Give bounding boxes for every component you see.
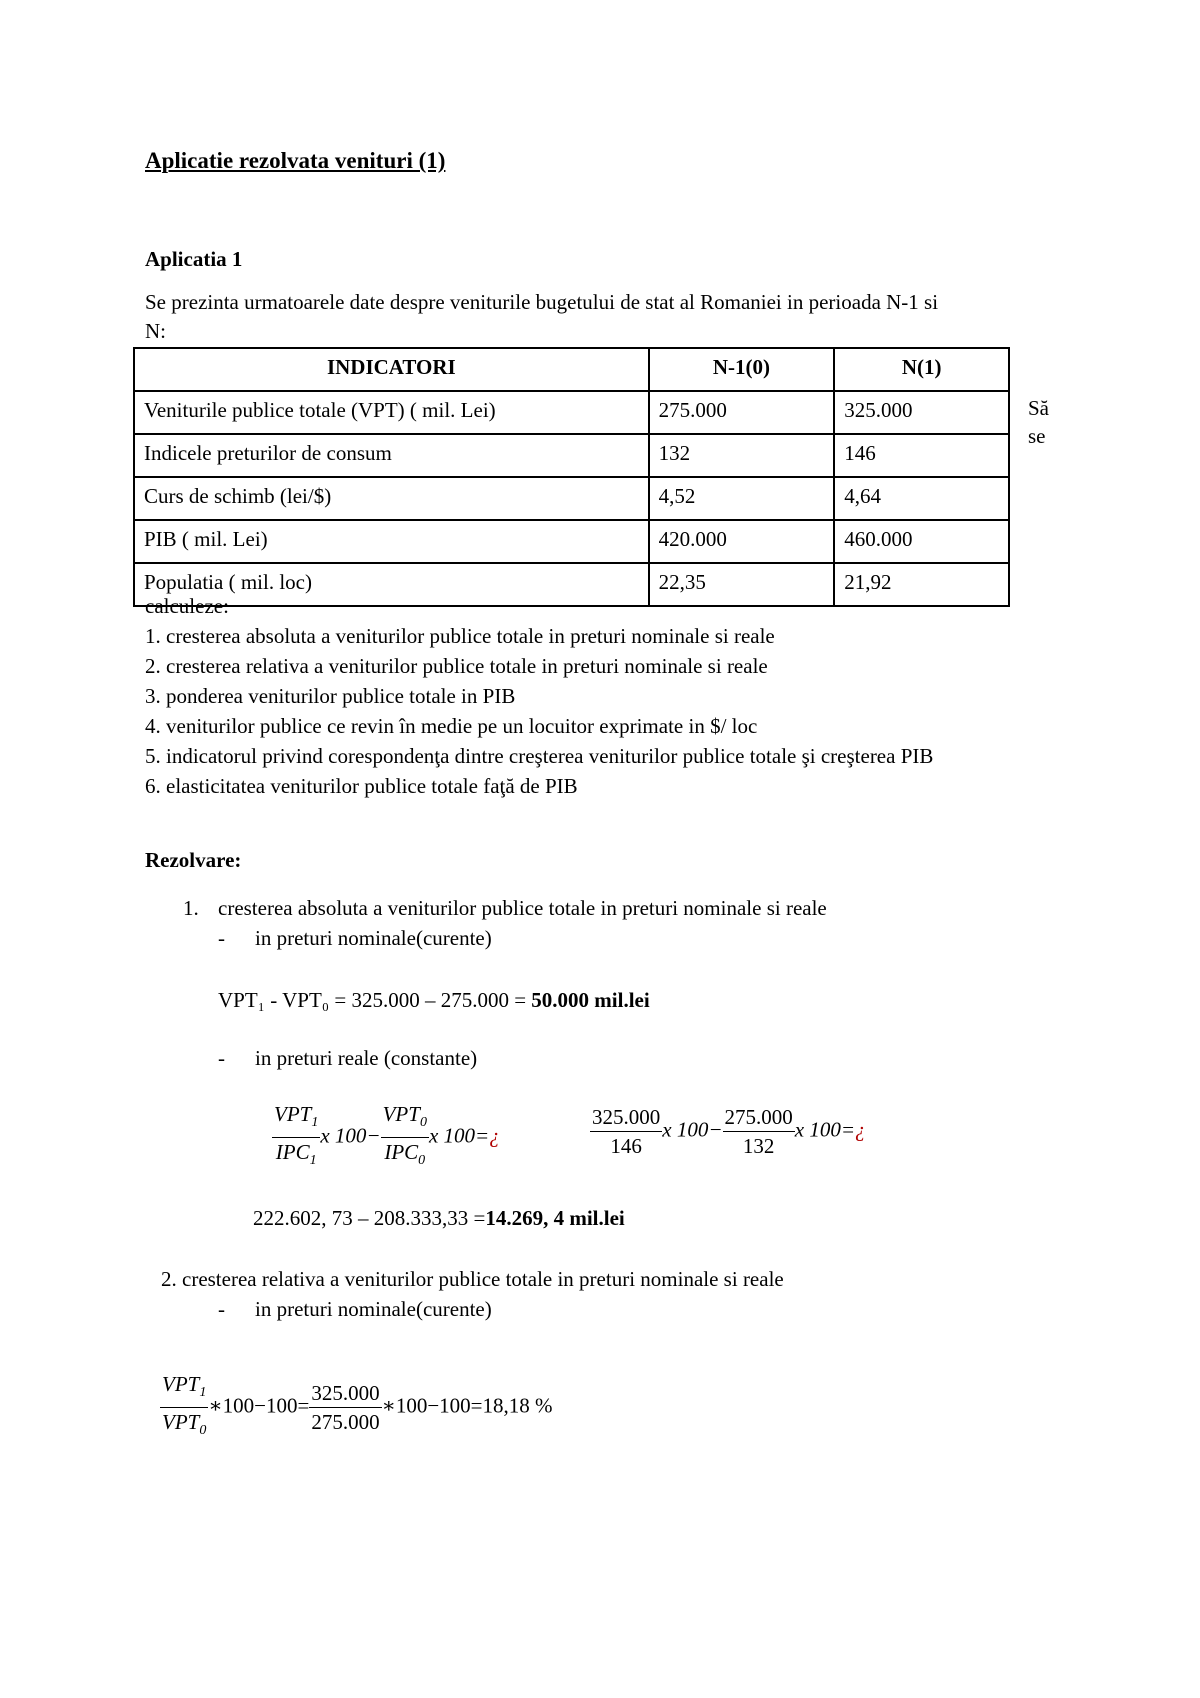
equation-lhs: VPT₁ - VPT₀ = 325.000 – 275.000 = [218,988,532,1012]
fraction-numerator: VPT [274,1102,312,1126]
bullet-dash: - [218,1297,225,1321]
table-cell: Curs de schimb (lei/$) [134,477,649,520]
subscript: 1 [311,1115,319,1131]
table-row [134,563,1009,606]
solution-2-title: 2. cresterea relativa a veniturilor publice totale in preturi nominale si reale [161,1267,784,1291]
fraction-denominator: 146 [610,1134,642,1158]
side-text-se: se [1028,424,1046,448]
fraction-numerator: 325.000 [590,1103,662,1132]
equation-result: 14.269, 4 mil.lei [485,1206,625,1230]
operator-text: x 100= [794,1117,855,1142]
subscript: 0 [419,1115,427,1131]
table-cell: 4,52 [649,477,835,520]
operator-text: x 100− [320,1123,381,1148]
table-cell: 420.000 [649,520,835,563]
solution-1-real-result [253,1206,625,1231]
subscript: 1 [199,1385,207,1401]
table-cell: 132 [649,434,835,477]
fraction-numerator: 325.000 [309,1379,381,1408]
bullet-dash: - [218,1046,225,1070]
table-cell: 460.000 [834,520,1009,563]
task-item: 6. elasticitatea veniturilor publice totale faţă de PIB [145,774,578,798]
task-item: 1. cresterea absoluta a veniturilor publice totale in preturi nominale si reale [145,624,775,648]
table-cell: Indicele preturilor de consum [134,434,649,477]
intro-line-1: Se prezinta urmatoarele date despre veniturile bugetului de stat al Romaniei in perioada N-1 si [145,290,939,314]
operator-text: x 100= [428,1123,490,1148]
table-cell: 4,64 [834,477,1009,520]
table-header-cell: INDICATORI [134,348,649,391]
section-heading-aplicatia-1: Aplicatia 1 [145,247,243,271]
table-row [134,520,1009,563]
fraction-325000-275000 [309,1379,381,1436]
fraction-numerator: VPT [162,1372,200,1396]
table-cell: 325.000 [834,391,1009,434]
task-item: 4. veniturilor publice ce revin în medie pe un locuitor exprimate in $/ loc [145,714,758,738]
solution-1-real-label: in preturi reale (constante) [255,1046,478,1070]
fraction-vpt1-ipc1 [272,1100,320,1175]
real-formula-numeric [590,1103,866,1160]
solution-2-nominal-label: in preturi nominale(curente) [255,1297,492,1321]
fraction-denominator: 132 [742,1134,775,1158]
fraction-325000-146 [590,1103,662,1160]
table-cell: 146 [834,434,1009,477]
task-item: 5. indicatorul privind corespondenţa dintre creşterea veniturilor publice totale şi creşterea PIB [145,744,934,768]
subscript: 1 [309,1153,317,1169]
task-item: 2. cresterea relativa a veniturilor publice totale in preturi nominale si reale [145,654,768,678]
page-title: Aplicatie rezolvata venituri (1) [145,148,446,173]
operator-text: x 100− [662,1117,723,1142]
task-item: 3. ponderea veniturilor publice totale in PIB [145,684,516,708]
subscript: 0 [199,1423,207,1439]
solution-1-title: cresterea absoluta a veniturilor publice totale in preturi nominale si reale [218,896,827,920]
table-cell: Populatia ( mil. loc) [134,563,649,606]
table-cell: 21,92 [834,563,1009,606]
indicators-table [133,347,1010,607]
fraction-denominator: IPC [384,1140,419,1165]
fraction-denominator: VPT [162,1410,200,1435]
table-header-cell: N-1(0) [649,348,835,391]
fraction-numerator: 275.000 [723,1103,795,1132]
inverted-question-mark: ¿ [489,1123,500,1148]
fraction-vpt0-ipc0 [381,1100,429,1175]
table-row [134,434,1009,477]
side-text-sa: Să [1028,396,1049,420]
bullet-dash: - [218,926,225,950]
solution-1-nominal-equation [218,988,650,1013]
inverted-question-mark: ¿ [855,1117,866,1142]
table-header-row [134,348,1009,391]
real-formula-symbolic [272,1100,500,1175]
table-row [134,391,1009,434]
table-cell: 22,35 [649,563,835,606]
subscript: 0 [418,1153,426,1169]
fraction-vpt1-vpt0 [160,1370,208,1445]
relative-growth-formula [160,1370,553,1445]
solution-1-number: 1. [183,896,199,920]
fraction-denominator: 275.000 [311,1410,380,1435]
solution-heading: Rezolvare: [145,848,242,872]
table-cell: 275.000 [649,391,835,434]
calculeze-text: calculeze: [145,594,229,618]
fraction-numerator: VPT [382,1102,420,1126]
equation-result: 50.000 mil.lei [531,988,650,1012]
table-row [134,477,1009,520]
equation-lhs: 222.602, 73 – 208.333,33 = [253,1206,486,1230]
intro-line-2: N: [145,319,166,343]
solution-1-nominal-label: in preturi nominale(curente) [255,926,492,950]
table-cell: Veniturile publice totale (VPT) ( mil. Lei) [134,391,649,434]
operator-text: ∗100−100= [208,1393,310,1418]
operator-text: ∗100−100=18,18 % [381,1393,553,1418]
table-header-cell: N(1) [834,348,1009,391]
fraction-275000-132 [723,1103,795,1160]
table-cell: PIB ( mil. Lei) [134,520,649,563]
fraction-denominator: IPC [275,1140,310,1165]
